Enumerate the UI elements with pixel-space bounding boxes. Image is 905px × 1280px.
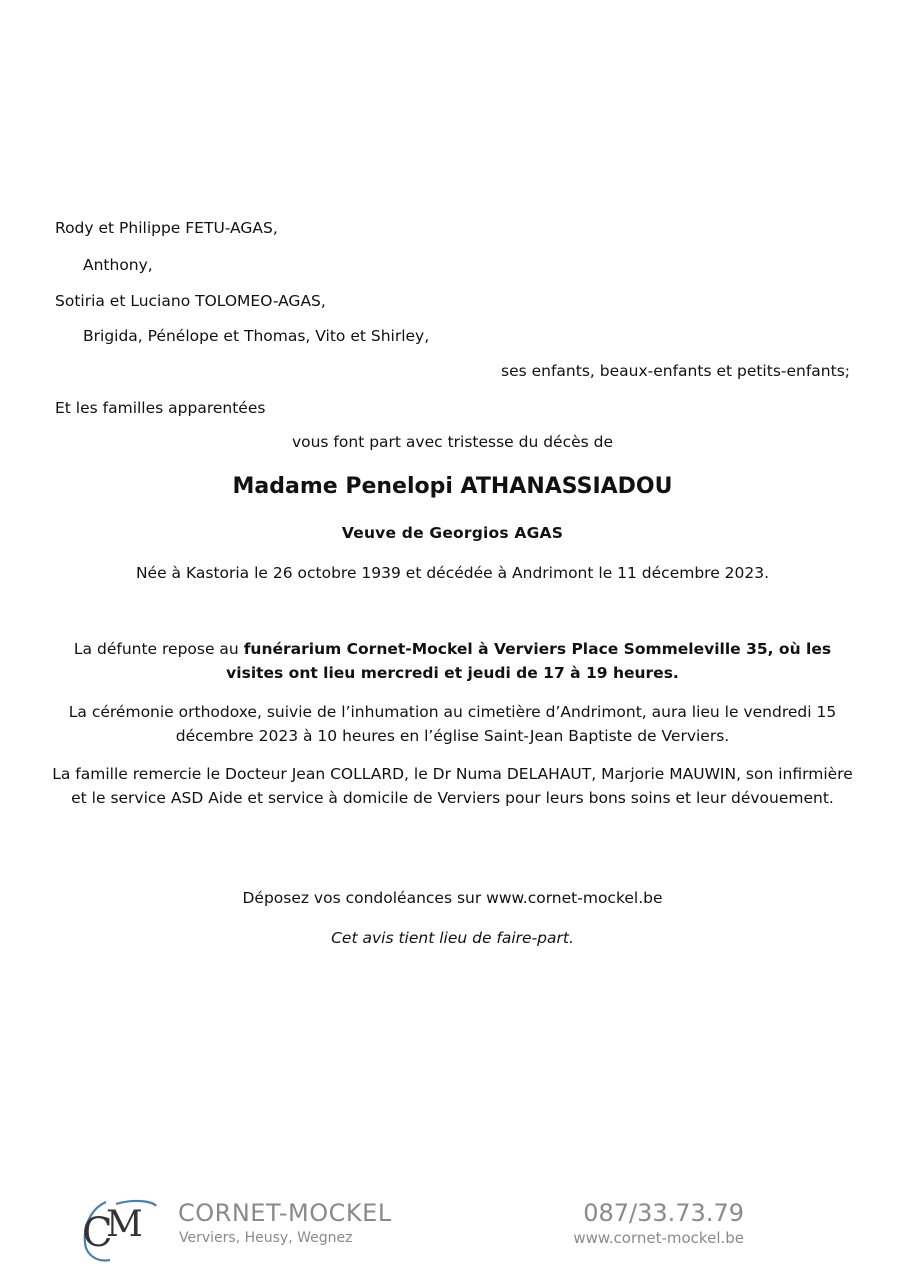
widow-of: Veuve de Georgios AGAS: [341, 524, 564, 542]
family-line-2: Anthony,: [83, 256, 153, 274]
company-towns: Verviers, Heusy, Wegnez: [179, 1230, 353, 1246]
family-line-6: Et les familles apparentées: [55, 399, 266, 417]
condolences-line: Déposez vos condoléances sur www.cornet-mockel.be: [242, 889, 663, 907]
family-line-1: Rody et Philippe FETU-AGAS,: [55, 219, 278, 237]
deceased-name: Madame Penelopi ATHANASSIADOU: [232, 474, 673, 499]
company-phone: 087/33.73.79: [583, 1199, 744, 1227]
svg-text:M: M: [106, 1204, 143, 1245]
birth-death: Née à Kastoria le 26 octobre 1939 et décédée à Andrimont le 11 décembre 2023.: [135, 564, 770, 582]
rest-location: funérarium Cornet-Mockel à Verviers Place Sommeleville 35, où les visites ont lieu mercredi et jeudi de 17 à 19 heures.: [226, 640, 832, 682]
company-name: CORNET-MOCKEL: [178, 1199, 392, 1227]
family-line-4: Brigida, Pénélope et Thomas, Vito et Shirley,: [83, 327, 430, 345]
notice-line: Cet avis tient lieu de faire-part.: [331, 929, 574, 947]
rest-prefix: La défunte repose au: [73, 640, 244, 658]
company-logo: [76, 1196, 160, 1266]
announcement: vous font part avec tristesse du décès de: [291, 433, 614, 451]
family-relation: ses enfants, beaux-enfants et petits-enfants;: [501, 362, 850, 380]
company-website: www.cornet-mockel.be: [573, 1229, 744, 1247]
thanks-paragraph: La famille remercie le Docteur Jean COLLARD, le Dr Numa DELAHAUT, Marjorie MAUWIN, son infirmière et le service ASD Aide et service à domicile de Verviers pour leurs bons soins et leur dévouement.: [52, 765, 853, 807]
rest-paragraph: [52, 637, 853, 685]
family-line-3: Sotiria et Luciano TOLOMEO-AGAS,: [55, 292, 326, 310]
ceremony-paragraph: La cérémonie orthodoxe, suivie de l’inhumation au cimetière d’Andrimont, aura lieu le vendredi 15 décembre 2023 à 10 heures en l’église Saint-Jean Baptiste de Verviers.: [68, 703, 837, 745]
svg-text:C: C: [82, 1210, 113, 1256]
